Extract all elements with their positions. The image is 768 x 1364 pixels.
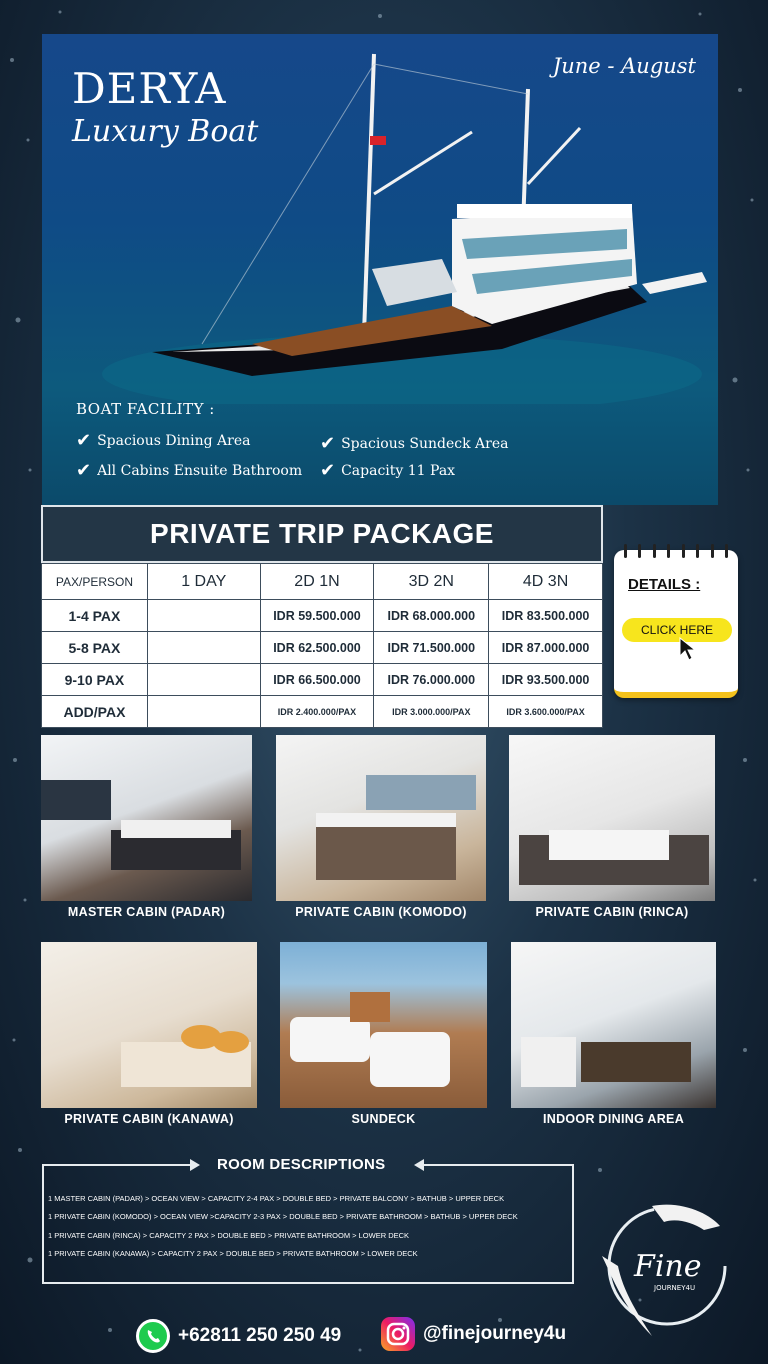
facility-item xyxy=(76,432,250,450)
price-cell: IDR 71.500.000 xyxy=(374,632,489,664)
room-descriptions-title: ROOM DESCRIPTIONS xyxy=(217,1156,386,1173)
table-header-row xyxy=(42,564,603,600)
table-row xyxy=(42,632,603,664)
column-header: 1 DAY xyxy=(147,564,260,600)
fine-journey-logo xyxy=(592,1196,742,1346)
facility-item xyxy=(320,462,455,480)
instagram-contact[interactable] xyxy=(381,1317,566,1351)
room-descriptions-box xyxy=(42,1164,574,1284)
boat-name: DERYA xyxy=(72,64,227,113)
arrow-left-icon xyxy=(414,1159,424,1171)
facility-label: Spacious Dining Area xyxy=(97,433,251,449)
row-label: 1-4 PAX xyxy=(42,600,148,632)
facility-label: Spacious Sundeck Area xyxy=(341,436,509,452)
cursor-icon xyxy=(678,636,700,662)
price-cell: IDR 3.600.000/PAX xyxy=(489,696,603,728)
divider-right xyxy=(424,1164,574,1166)
price-cell xyxy=(147,600,260,632)
caption-rinca-cabin: PRIVATE CABIN (RINCA) xyxy=(535,905,689,919)
photo-master-cabin xyxy=(41,735,252,901)
whatsapp-contact[interactable] xyxy=(136,1319,341,1353)
details-card[interactable] xyxy=(614,550,738,698)
price-cell: IDR 76.000.000 xyxy=(374,664,489,696)
facility-label: Capacity 11 Pax xyxy=(341,463,456,479)
details-label: DETAILS : xyxy=(628,576,701,593)
instagram-handle[interactable]: @finejourney4u xyxy=(423,1323,567,1344)
check-icon: ✔ xyxy=(76,460,92,481)
price-cell xyxy=(147,696,260,728)
room-description-line: 1 MASTER CABIN (PADAR) > OCEAN VIEW > CAPACITY 2-4 PAX > DOUBLE BED > PRIVATE BALCONY > BATHUB > UPPER DECK xyxy=(48,1194,505,1203)
room-description-line: 1 PRIVATE CABIN (KOMODO) > OCEAN VIEW >CAPACITY 2-3 PAX > DOUBLE BED > PRIVATE BATHROOM > BATHUB > UPPER DECK xyxy=(48,1212,518,1221)
notepad-rings xyxy=(624,544,728,558)
price-cell xyxy=(147,632,260,664)
caption-kanawa-cabin: PRIVATE CABIN (KANAWA) xyxy=(64,1112,234,1126)
svg-text:JOURNEY4U: JOURNEY4U xyxy=(654,1284,696,1292)
photo-komodo-cabin xyxy=(276,735,486,901)
row-label: 9-10 PAX xyxy=(42,664,148,696)
column-header: 3D 2N xyxy=(374,564,489,600)
instagram-icon xyxy=(381,1317,415,1351)
whatsapp-icon xyxy=(136,1319,170,1353)
caption-sundeck: SUNDECK xyxy=(351,1112,416,1126)
arrow-right-icon xyxy=(190,1159,200,1171)
photo-dining-area xyxy=(511,942,716,1108)
facility-label: All Cabins Ensuite Bathroom xyxy=(97,463,303,479)
check-icon: ✔ xyxy=(320,460,336,481)
photo-sundeck xyxy=(280,942,487,1108)
row-label: 5-8 PAX xyxy=(42,632,148,664)
phone-number[interactable]: +62811 250 250 49 xyxy=(178,1325,342,1346)
column-header: PAX/PERSON xyxy=(42,564,148,600)
season-dates: June - August xyxy=(552,54,696,78)
table-row xyxy=(42,664,603,696)
room-description-line: 1 PRIVATE CABIN (KANAWA) > CAPACITY 2 PAX > DOUBLE BED > PRIVATE BATHROOM > LOWER DECK xyxy=(48,1249,418,1258)
price-cell: IDR 83.500.000 xyxy=(489,600,603,632)
table-row xyxy=(42,696,603,728)
package-title: PRIVATE TRIP PACKAGE xyxy=(41,505,603,563)
price-cell: IDR 66.500.000 xyxy=(260,664,374,696)
svg-text:Fine: Fine xyxy=(634,1249,702,1284)
price-table xyxy=(41,563,603,728)
table-row xyxy=(42,600,603,632)
room-description-line: 1 PRIVATE CABIN (RINCA) > CAPACITY 2 PAX > DOUBLE BED > PRIVATE BATHROOM > LOWER DECK xyxy=(48,1231,410,1240)
price-cell: IDR 3.000.000/PAX xyxy=(374,696,489,728)
price-cell: IDR 68.000.000 xyxy=(374,600,489,632)
caption-dining-area: INDOOR DINING AREA xyxy=(542,1112,685,1126)
photo-kanawa-cabin xyxy=(41,942,257,1108)
caption-komodo-cabin: PRIVATE CABIN (KOMODO) xyxy=(295,905,467,919)
row-label: ADD/PAX xyxy=(42,696,148,728)
price-cell: IDR 2.400.000/PAX xyxy=(260,696,374,728)
facility-heading: BOAT FACILITY : xyxy=(76,400,215,418)
facility-item xyxy=(76,462,302,480)
price-cell xyxy=(147,664,260,696)
photo-rinca-cabin xyxy=(509,735,715,901)
price-cell: IDR 93.500.000 xyxy=(489,664,603,696)
hero-banner xyxy=(42,34,718,505)
price-cell: IDR 87.000.000 xyxy=(489,632,603,664)
column-header: 4D 3N xyxy=(489,564,603,600)
click-here-button[interactable]: CLICK HERE xyxy=(622,618,732,642)
check-icon: ✔ xyxy=(76,430,92,451)
column-header: 2D 1N xyxy=(260,564,374,600)
caption-master-cabin: MASTER CABIN (PADAR) xyxy=(67,905,226,919)
check-icon: ✔ xyxy=(320,433,336,454)
boat-subtitle: Luxury Boat xyxy=(72,114,259,149)
price-cell: IDR 62.500.000 xyxy=(260,632,374,664)
divider-left xyxy=(42,1164,190,1166)
facility-item xyxy=(320,435,508,453)
price-cell: IDR 59.500.000 xyxy=(260,600,374,632)
